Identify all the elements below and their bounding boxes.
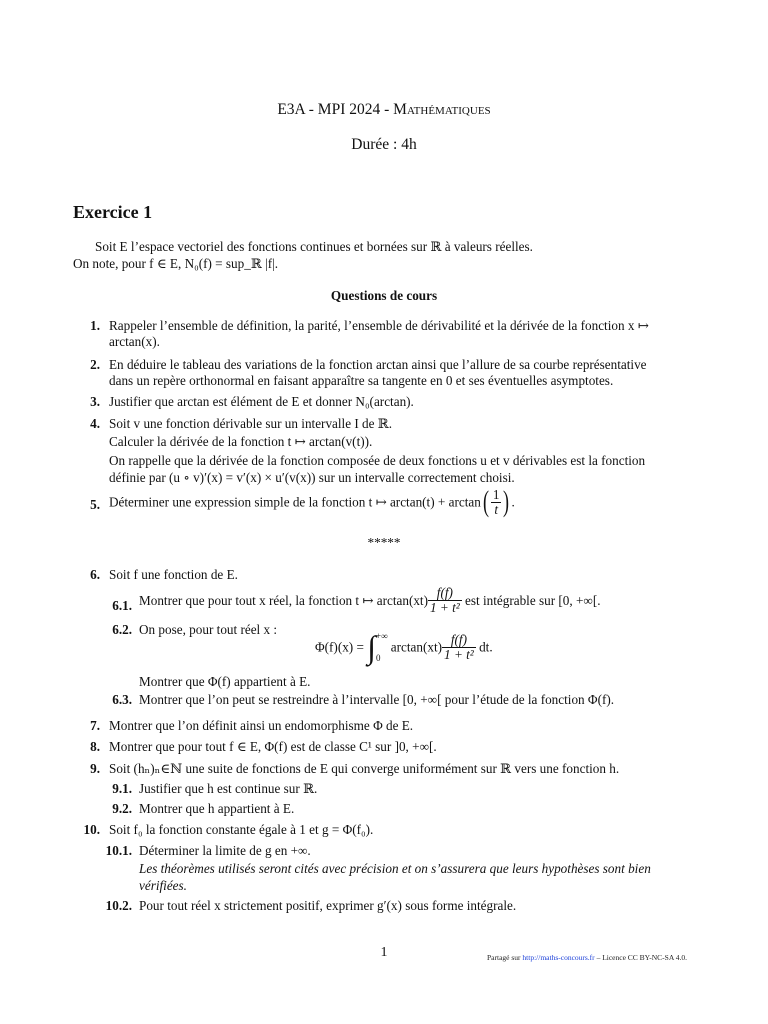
intro-line-2: On note, pour f ∈ E, N₀(f) = sup_ℝ |f|. [73, 256, 279, 271]
question-5-text: Déterminer une expression simple de la fonction t ↦ arctan(t) + arctan [109, 494, 481, 510]
footer-link[interactable]: http://maths-concours.fr [522, 953, 595, 962]
subquestion-number: 6.2. [112, 622, 132, 637]
denominator: 1 + t² [430, 600, 460, 615]
question-number: 9. [90, 761, 100, 776]
denominator: 1 + t² [444, 646, 474, 662]
lower-bound: 0 [376, 653, 381, 663]
duration: Durée : 4h [351, 136, 417, 153]
question-9-2-text: Montrer que h appartient à E. [139, 801, 295, 816]
question-6-1 [139, 586, 601, 615]
subquestion-number: 6.3. [112, 692, 132, 707]
question-1-line-1: Rappeler l’ensemble de définition, la parité, l’ensemble de dérivabilité et la dérivée de la fonction x ↦ [109, 318, 649, 333]
fraction [428, 586, 462, 615]
denominator: t [494, 501, 498, 517]
question-number: 10. [83, 822, 100, 837]
question-number: 3. [90, 394, 100, 409]
document-title [0, 101, 768, 118]
intro-line-1: Soit E l’espace vectoriel des fonctions continues et bornées sur ℝ à valeurs réelles. [95, 239, 533, 254]
question-7-text: Montrer que l’on définit ainsi un endomorphisme Φ de E. [109, 718, 414, 733]
question-6-1-text: Montrer que pour tout x réel, la fonction t ↦ arctan(xt) [139, 593, 428, 608]
question-3-text: Justifier que arctan est élément de E et donner N₀(arctan). [109, 394, 414, 409]
question-4-line-2: Calculer la dérivée de la fonction t ↦ arctan(v(t)). [109, 434, 373, 449]
integral-sign: ∫ [367, 629, 376, 665]
question-6-text: Soit f une fonction de E. [109, 567, 238, 582]
footer-prefix: Partagé sur [487, 953, 523, 962]
question-10-1-text: Déterminer la limite de g en +∞. [139, 843, 311, 858]
fraction [442, 633, 476, 662]
left-paren: ( [482, 485, 489, 518]
question-10-text: Soit f₀ la fonction constante égale à 1 et g = Φ(f₀). [109, 822, 374, 837]
question-4-line-3: On rappelle que la dérivée de la fonction composée de deux fonctions u et v dérivables est la fonction [109, 453, 646, 468]
upper-bound: +∞ [376, 631, 388, 641]
question-9-1-text: Justifier que h est continue sur ℝ. [139, 781, 318, 796]
integral-formula [315, 631, 493, 663]
question-2-line-2: dans un repère orthonormal en faisant apparaître sa tangente en 0 et ses éventuelles asymptotes. [109, 373, 614, 388]
numerator: 1 [492, 486, 500, 502]
subquestion-number: 6.1. [112, 598, 132, 613]
separator-stars: ***** [367, 535, 401, 550]
question-number: 6. [90, 567, 100, 582]
question-number: 7. [90, 718, 100, 733]
exercise-title: Exercice 1 [73, 202, 153, 222]
question-6-2-text: On pose, pour tout réel x : [139, 622, 278, 637]
integrand: arctan(xt) [390, 639, 443, 655]
right-paren: ) [503, 485, 510, 518]
subquestion-number: 9.2. [112, 801, 132, 816]
question-9-text: Soit (hₙ)ₙ∈ℕ une suite de fonctions de E qui converge uniformément sur ℝ vers une fonction h. [109, 761, 620, 776]
question-6-1-end: est intégrable sur [0, +∞[. [465, 593, 601, 608]
question-number: 2. [90, 357, 100, 372]
question-6-2-after: Montrer que Φ(f) appartient à E. [139, 674, 311, 689]
fraction [491, 488, 502, 517]
footer-license [487, 949, 687, 966]
section-title: Questions de cours [330, 288, 438, 303]
question-number: 4. [90, 416, 100, 431]
title-prefix: E3A - MPI 2024 - [277, 101, 394, 118]
numerator: f(f) [428, 586, 462, 601]
question-number: 1. [90, 318, 100, 333]
footer-license-text: – Licence CC BY-NC-SA 4.0. [594, 953, 687, 962]
question-8-text: Montrer que pour tout f ∈ E, Φ(f) est de classe C¹ sur ]0, +∞[. [109, 739, 437, 754]
subquestion-number: 9.1. [112, 781, 132, 796]
differential: dt. [479, 639, 493, 655]
question-2-line-1: En déduire le tableau des variations de la fonction arctan ainsi que l’allure de sa courbe représentative [109, 357, 647, 372]
question-number: 5. [90, 497, 100, 512]
subquestion-number: 10.2. [105, 898, 132, 913]
question-5-end: . [511, 494, 515, 510]
question-10-1-note-1: Les théorèmes utilisés seront cités avec précision et on s’assurera que leurs hypothèses sont bien [139, 861, 651, 876]
question-number: 8. [90, 739, 100, 754]
integral-bounds [376, 631, 388, 663]
question-6-3-text: Montrer que l’on peut se restreindre à l’intervalle [0, +∞[ pour l’étude de la fonction Φ(f). [139, 692, 615, 707]
numerator: f(f) [442, 633, 476, 648]
subquestion-number: 10.1. [105, 843, 132, 858]
question-5 [109, 487, 515, 517]
question-10-2-text: Pour tout réel x strictement positif, exprimer g′(x) sous forme intégrale. [139, 898, 517, 913]
question-1-line-2: arctan(x). [109, 334, 160, 349]
title-subject: Mathématiques [393, 101, 491, 118]
question-4-line-4: définie par (u ∘ v)′(x) = v′(x) × u′(v(x)) sur un intervalle correctement choisi. [109, 470, 515, 485]
page-number: 1 [380, 945, 388, 960]
question-10-1-note-2: vérifiées. [139, 878, 187, 893]
question-4-line-1: Soit v une fonction dérivable sur un intervalle I de ℝ. [109, 416, 393, 431]
formula-left: Φ(f)(x) = [315, 639, 364, 655]
